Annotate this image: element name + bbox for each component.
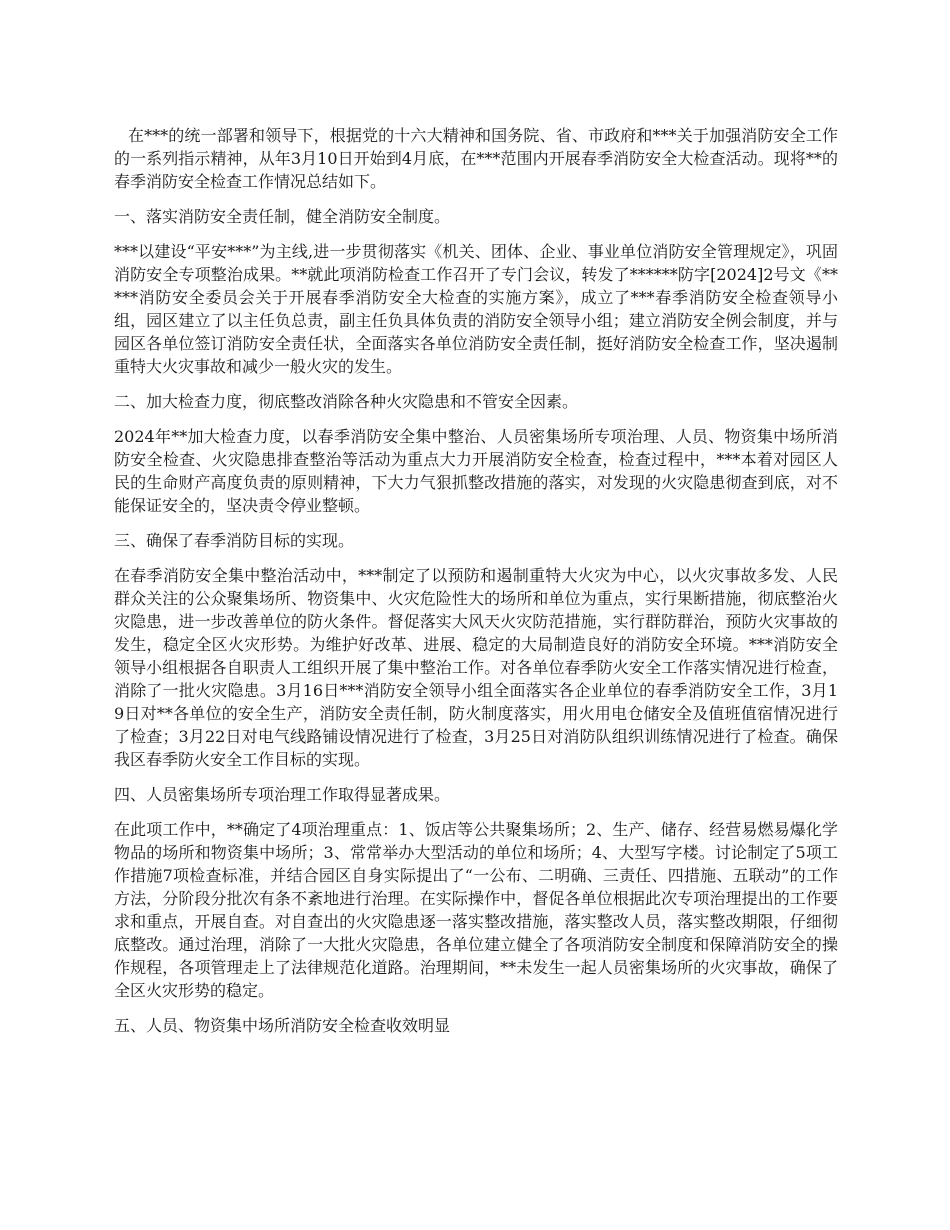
- section-heading-5: 五、人员、物资集中场所消防安全检查收效明显: [114, 1016, 451, 1035]
- section-heading-2: 二、加大检查力度，彻底整改消除各种火灾隐患和不管安全因素。: [114, 392, 579, 411]
- section-heading-3: 三、确保了春季消防目标的实现。: [114, 531, 355, 550]
- section-heading-4: 四、人员密集场所专项治理工作取得显著成果。: [114, 785, 451, 804]
- section-heading-1: 一、落实消防安全责任制，健全消防安全制度。: [114, 207, 451, 226]
- section-paragraph-4: 在此项工作中，**确定了4项治理重点：1、饭店等公共聚集场所；2、生产、储存、经营易燃易爆化学物品的场所和物资集中场所；3、常常举办大型活动的单位和场所；4、大型写字楼。讨论制定了5项工作措施7项检查标准，并结合园区自身实际提出了“一公布、二明确、三责任、四措施、五联动”的工作方法，分阶段分批次有条不紊地进行治理。在实际操作中，督促各单位根据此次专项治理提出的工作要求和重点，开展自查。对自查出的火灾隐患逐一落实整改措施，落实整改人员，落实整改期限，仔细彻底整改。通过治理，消除了一大批火灾隐患，各单位建立健全了各项消防安全制度和保障消防安全的操作规程，各项管理走上了法律规范化道路。治理期间，**未发生一起人员密集场所的火灾事故，确保了全区火灾形势的稳定。: [114, 820, 838, 1000]
- section-paragraph-3: 在春季消防安全集中整治活动中，***制定了以预防和遏制重特大火灾为中心，以火灾事故多发、人民群众关注的公众聚集场所、物资集中、火灾危险性大的场所和单位为重点，实行果断措施，彻底整治火灾隐患，进一步改善单位的防火条件。督促落实大风天火灾防范措施，实行群防群治，预防火灾事故的发生，稳定全区火灾形势。为维护好改革、进展、稳定的大局制造良好的消防安全环境。***消防安全领导小组根据各自职责人工组织开展了集中整治工作。对各单位春季防火安全工作落实情况进行检查，消除了一批火灾隐患。3月16日***消防安全领导小组全面落实各企业单位的春季消防安全工作，3月19日对**各单位的安全生产，消防安全责任制，防火制度落实，用火用电仓储安全及值班值宿情况进行了检查；3月22日对电气线路铺设情况进行了检查，3月25日对消防队组织训练情况进行了检查。确保我区春季防火安全工作目标的实现。: [114, 566, 838, 769]
- section-paragraph-1: ***以建设“平安***”为主线,进一步贯彻落实《机关、团体、企业、事业单位消防安全管理规定》，巩固消防安全专项整治成果。**就此项消防检查工作召开了专门会议，转发了******防字[2024]2号文《*****消防安全委员会关于开展春季消防安全大检查的实施方案》，成立了***春季消防安全检查领导小组，园区建立了以主任负总责，副主任负具体负责的消防安全领导小组；建立消防安全例会制度，并与园区各单位签订消防安全责任状，全面落实各单位消防安全责任制，挺好消防安全检查工作，坚决遏制重特大火灾事故和减少一般火灾的发生。: [114, 242, 838, 376]
- document-body: [114, 124, 838, 1049]
- section-paragraph-2: 2024年**加大检查力度，以春季消防安全集中整治、人员密集场所专项治理、人员、物资集中场所消防安全检查、火灾隐患排查整治等活动为重点大力开展消防安全检查，检查过程中，***本着对园区人民的生命财产高度负责的原则精神，下大力气狠抓整改措施的落实，对发现的火灾隐患彻查到底，对不能保证安全的，坚决责令停业整顿。: [114, 427, 838, 515]
- intro-paragraph: 在***的统一部署和领导下，根据党的十六大精神和国务院、省、市政府和***关于加强消防安全工作的一系列指示精神，从年3月10日开始到4月底，在***范围内开展春季消防安全大检查活动。现将**的春季消防安全检查工作情况总结如下。: [114, 126, 838, 191]
